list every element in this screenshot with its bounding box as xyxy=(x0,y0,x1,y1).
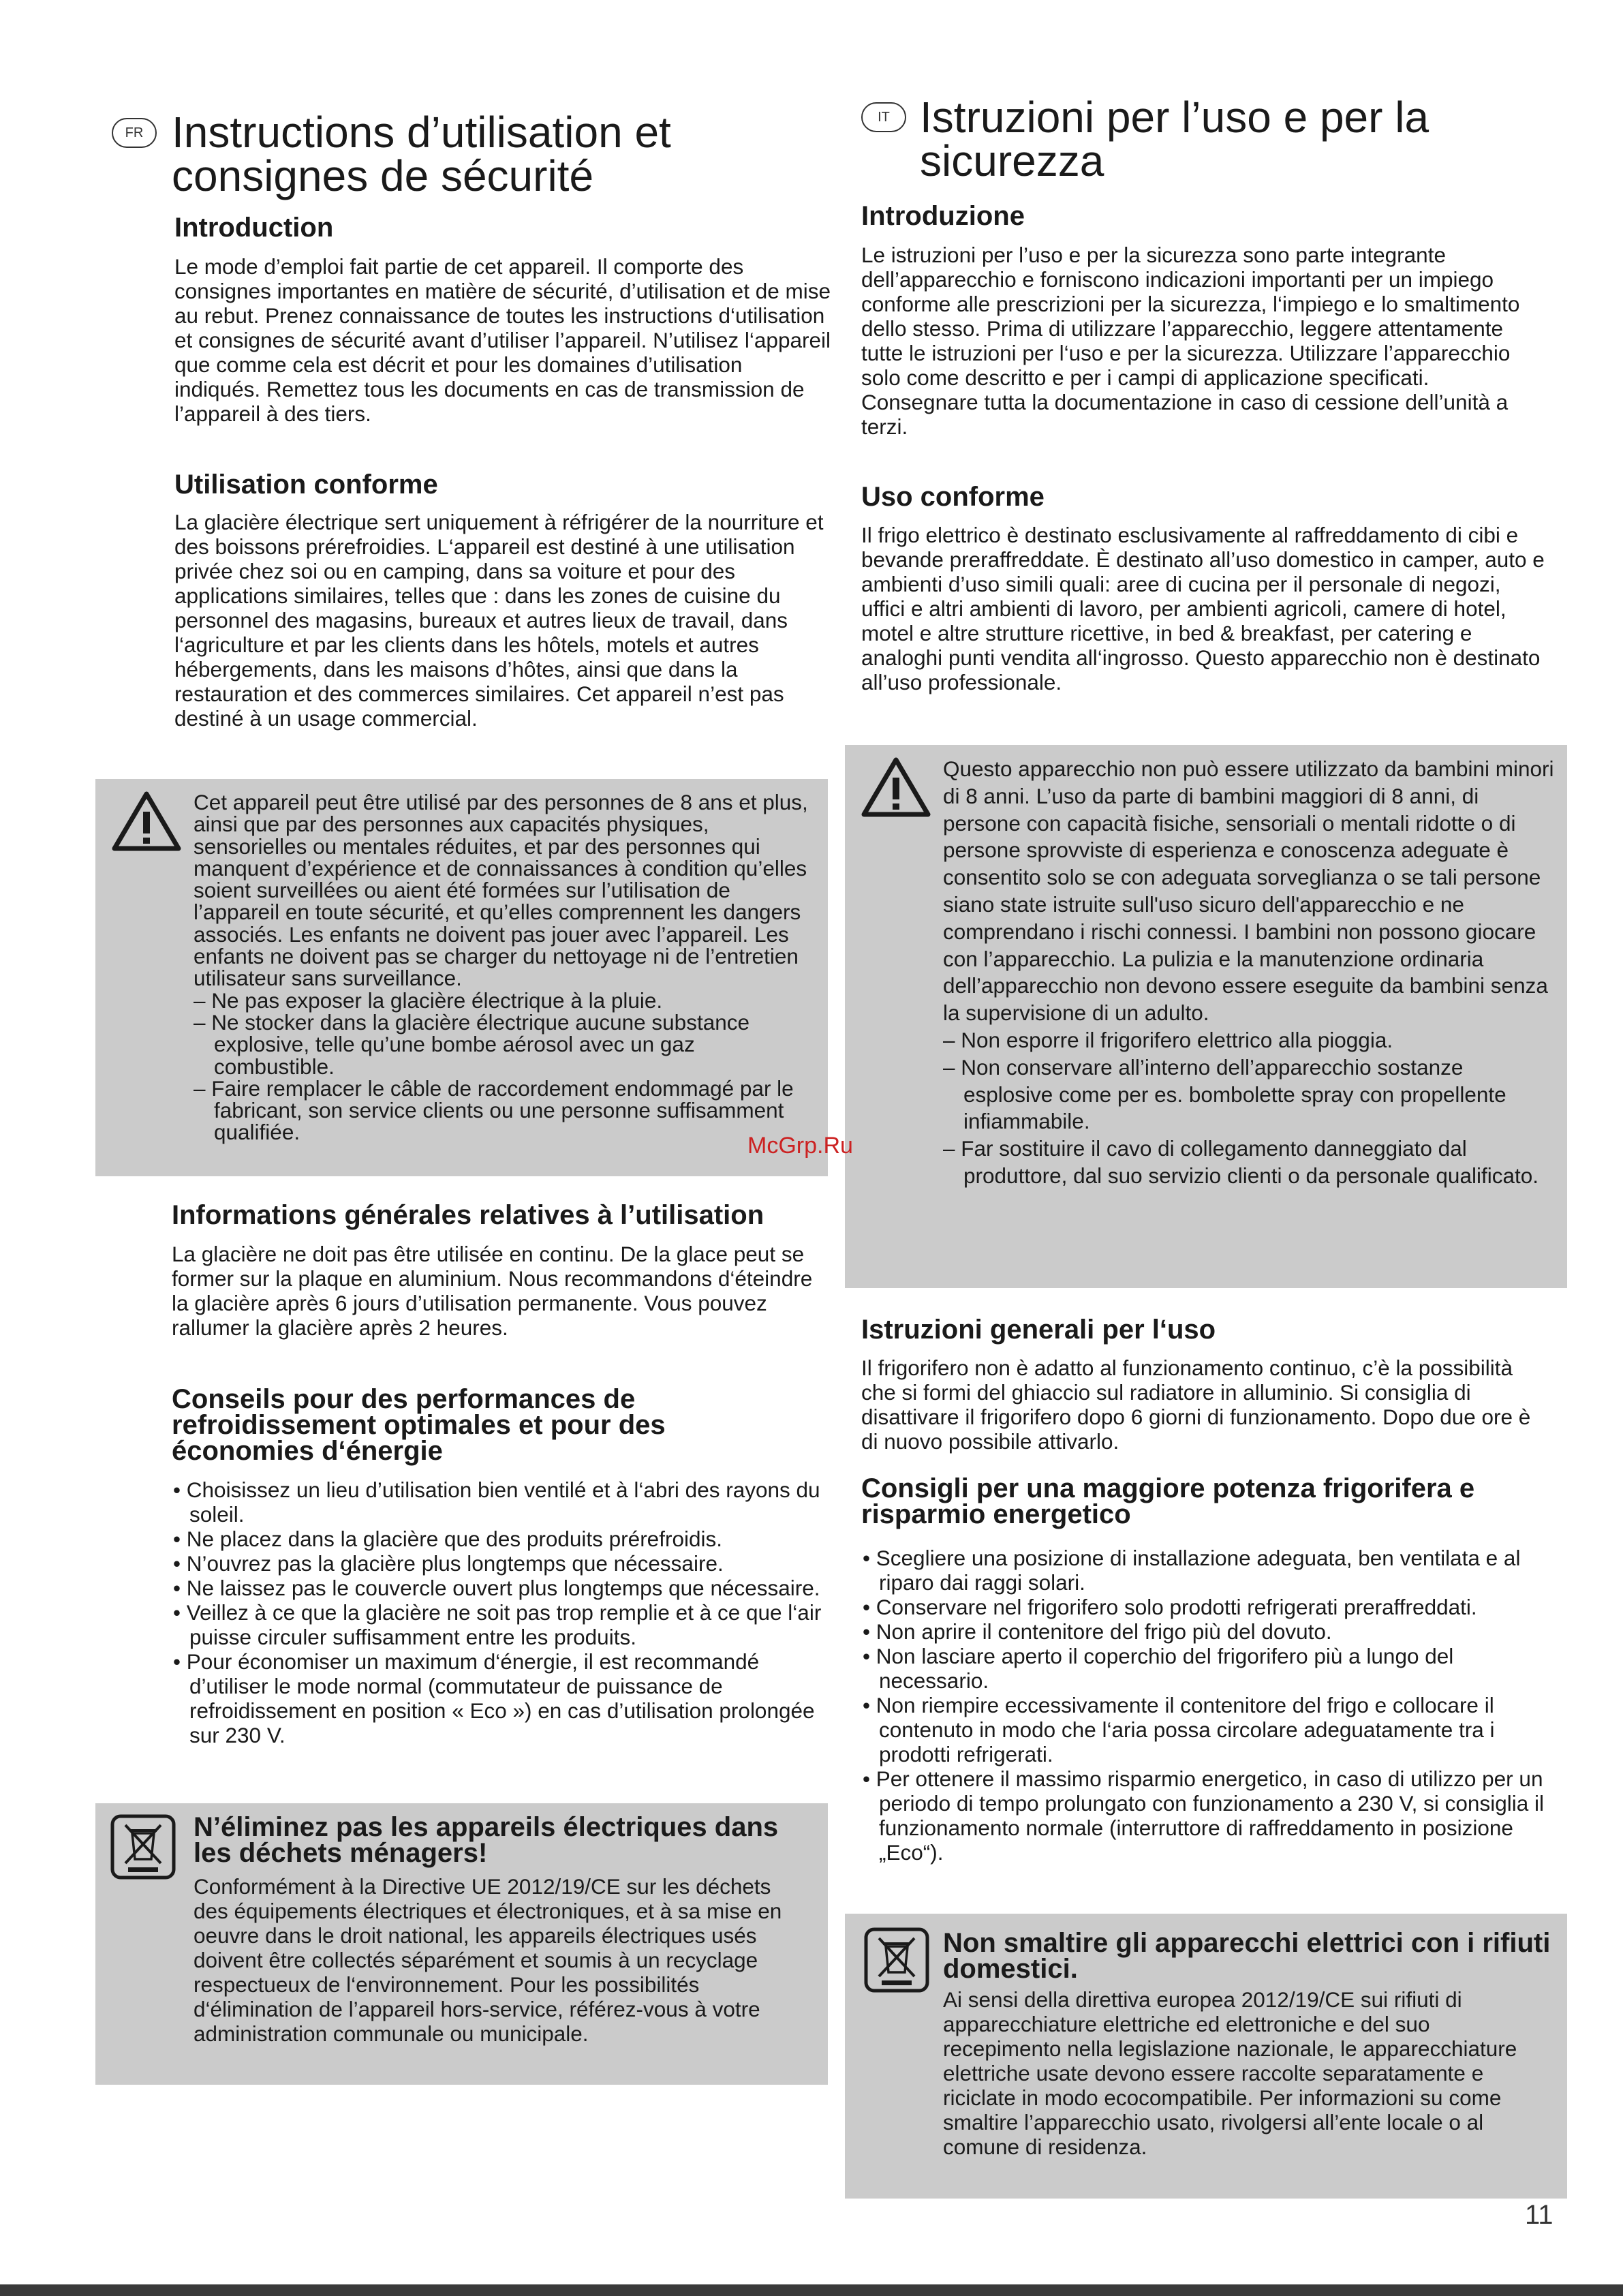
general-heading-it: Istruzioni generali per l‘uso xyxy=(861,1315,1216,1345)
title-line-1: Instructions d’utilisation et xyxy=(172,108,671,157)
general-text-it: Il frigorifero non è adatto al funzionamento continuo, c’è la possibilità che si formi del ghiaccio sul radiatore in alluminio. Si consiglia di disattivare il frigorifero dopo 6 giorni di funzionamento. Dopo due ore è di nuovo possibile attivarlo. xyxy=(861,1356,1531,1454)
disposal-box-fr xyxy=(95,1803,828,2085)
warning-list-it xyxy=(943,1027,1556,1190)
warning-text-it: Questo apparecchio non può essere utilizzato da bambini minori di 8 anni. L’uso da parte di bambini maggiori di 8 anni, di persone con capacità fisiche, sensoriali o mentali ridotte o di persone sprovviste di esperienza e conoscenza adeguate è consentito solo se con adeguata sorveglianza o se tali persone siano state istruite sull'uso sicuro dell'apparecchio e ne comprendano i rischi connessi. I bambini non possono giocare con l’apparecchio. La pulizia e la manutenzione ordinaria dell’apparecchio non devono essere eseguite da bambini senza la supervisione di un adulto. xyxy=(943,756,1554,1026)
warning-item: – Non esporre il frigorifero elettrico alla pioggia. xyxy=(943,1027,1556,1054)
weee-bin-icon xyxy=(864,1927,929,1993)
intro-text-fr: Le mode d’emploi fait partie de cet appareil. Il comporte des consignes importantes en matière de sécurité, d’utilisation et de mise au rebut. Prenez connaissance de toutes les instructions d‘utilisation et consignes de sécurité avant d’utiliser l’appareil. N’utilisez l‘appareil que comme cela est décrit et pour les domaines d’utilisation indiqués. Remettez tous les documents en cas de transmission de l’appareil à des tiers. xyxy=(174,254,831,426)
list-item: • Non aprire il contenitore del frigo più del dovuto. xyxy=(863,1619,1551,1644)
warning-text-fr: Cet appareil peut être utilisé par des personnes de 8 ans et plus, ainsi que par des personnes aux capacités physiques, sensorielles ou mentales réduites, et par des personnes qui manquent d’expérience et de connaissances à condition qu’elles soient surveillées ou aient été formées sur l’utilisation de l’appareil en toute sécurité, et qu’elles comprennent les dangers associés. Les enfants ne doivent pas jouer avec l’appareil. Les enfants ne doivent pas se charger du nettoyage ni de l’entretien utilisateur sans surveillance. xyxy=(194,790,808,991)
tips-list-fr xyxy=(173,1478,834,1747)
list-item: • Non riempire eccessivamente il contenitore del frigo e collocare il contenuto in modo che l‘aria possa circolare adeguatamente tra i prodotti refrigerati. xyxy=(863,1693,1551,1766)
list-item: • Ne laissez pas le couvercle ouvert plus longtemps que nécessaire. xyxy=(173,1576,834,1600)
use-text-it: Il frigo elettrico è destinato esclusivamente al raffreddamento di cibi e bevande preraffreddate. È destinato all’uso domestico in camper, auto e ambienti d’uso simili quali: aree di cucina per il personale di negozi, uffici e altri ambienti di lavoro, per ambienti agricoli, camere di hotel, motel e altre strutture ricettive, in bed & breakfast, per catering e analoghi punti vendita all‘ingrosso. Questo apparecchio non è destinato all’uso professionale. xyxy=(861,523,1545,694)
intro-text-it: Le istruzioni per l’uso e per la sicurezza sono parte integrante dell’apparecchio e forniscono indicazioni importanti per un impiego conforme alle prescrizioni per la sicurezza, l‘impiego e lo smaltimento dello stesso. Prima di utilizzare l’apparecchio, leggere attentamente tutte le istruzioni per l‘uso e per la sicurezza. Utilizzare l’apparecchio solo come descritto e per i campi di applicazione specificati. Consegnare tutta la documentazione in caso di cessione dell’unità a terzi. xyxy=(861,243,1520,439)
warning-item: – Ne pas exposer la glacière électrique à la pluie. xyxy=(194,990,820,1011)
warning-item: – Non conservare all’interno dell’apparecchio sostanze esplosive come per es. bombolette spray con propellente infiammabile. xyxy=(943,1054,1556,1135)
warning-item: – Ne stocker dans la glacière électrique aucune substance explosive, telle qu’une bombe aérosol avec un gaz combustible. xyxy=(194,1011,820,1077)
page-number: 11 xyxy=(1525,2200,1554,2230)
general-text-fr: La glacière ne doit pas être utilisée en continu. De la glace peut se former sur la plaque en aluminium. Nous recommandons d‘éteindre la glacière après 6 jours d’utilisation permanente. Vous pouvez rallumer la glacière après 2 heures. xyxy=(172,1242,813,1340)
warning-icon xyxy=(110,790,183,853)
disposal-text-fr: Conformément à la Directive UE 2012/19/CE sur les déchets des équipements électriques et électroniques, et à sa mise en oeuvre dans le droit national, les appareils électriques usés doivent être collectés séparément et soumis à un recyclage respectueux de l‘environnement. Pour les possibilités d‘élimination de l’appareil hors-service, référez-vous à votre administration communale ou municipale. xyxy=(194,1874,782,2046)
tips-list-it xyxy=(863,1546,1551,1865)
warning-item: – Far sostituire il cavo di collegamento danneggiato dal produttore, dal suo servizio clienti o da personale qualificato. xyxy=(943,1135,1556,1190)
page-title-it xyxy=(920,95,1560,183)
warning-list-fr xyxy=(194,990,820,1144)
list-item: • N’ouvrez pas la glacière plus longtemps que nécessaire. xyxy=(173,1551,834,1576)
list-item: • Choisissez un lieu d’utilisation bien ventilé et à l‘abri des rayons du soleil. xyxy=(173,1478,834,1527)
use-heading-fr: Utilisation conforme xyxy=(174,470,438,500)
warning-content-fr xyxy=(194,791,820,1144)
page-title-fr xyxy=(172,110,812,198)
intro-heading-fr: Introduction xyxy=(174,213,334,243)
tips-heading-fr: Conseils pour des performances de refroidissement optimales et pour des économies d‘énergie xyxy=(172,1384,666,1466)
list-item: • Per ottenere il massimo risparmio energetico, in caso di utilizzo per un periodo di tempo prolungato con funzionamento a 230 V, si consiglia il funzionamento normale (interruttore di raffreddamento in posizione „Eco“). xyxy=(863,1766,1551,1865)
disposal-text-it: Ai sensi della direttiva europea 2012/19/CE sui rifiuti di apparecchiature elettriche ed elettroniche e del suo recepimento nella legislazione nazionale, le apparecchiature elettriche usate devono essere raccolte separatamente e riciclate in modo ecocompatibile. Per informazioni su come smaltire l’apparecchio usato, rivolgersi all’ente locale o al comune di residenza. xyxy=(943,1987,1517,2159)
title-line-2: consignes de sécurité xyxy=(172,151,594,200)
use-text-fr: La glacière électrique sert uniquement à réfrigérer de la nourriture et des boissons prérefroidies. L‘appareil est destiné à une utilisation privée chez soi ou en camping, dans sa voiture et pour des applications similaires, telles que : dans les zones de cuisine du personnel des magasins, bureaux et autres lieux de travail, dans l‘agriculture et par les clients dans les hôtels, motels et autres hébergements, dans les maisons d’hôtes, ainsi que dans la restauration et des commerces similaires. Cet appareil n’est pas destiné à un usage commercial. xyxy=(174,510,824,731)
general-heading-fr: Informations générales relatives à l’utilisation xyxy=(172,1200,764,1230)
watermark: McGrp.Ru xyxy=(747,1133,853,1159)
warning-item: – Faire remplacer le câble de raccordement endommagé par le fabricant, son service clients ou une personne suffisamment qualifiée. xyxy=(194,1077,820,1144)
warning-box-it xyxy=(845,745,1567,1288)
list-item: • Non lasciare aperto il coperchio del frigorifero più a lungo del necessario. xyxy=(863,1644,1551,1693)
warning-icon xyxy=(860,756,932,818)
list-item: • Veillez à ce que la glacière ne soit pas trop remplie et à ce que l‘air puisse circuler suffisamment entre les produits. xyxy=(173,1600,834,1649)
warning-box-fr xyxy=(95,779,828,1176)
disposal-heading-it: Non smaltire gli apparecchi elettrici con i rifiuti domestici. xyxy=(943,1928,1551,1984)
bottom-rule xyxy=(0,2284,1623,2296)
list-item: • Pour économiser un maximum d‘énergie, il est recommandé d’utiliser le mode normal (commutateur de puissance de refroidissement en position « Eco ») en cas d’utilisation prolongée sur 230 V. xyxy=(173,1649,834,1747)
list-item: • Ne placez dans la glacière que des produits prérefroidis. xyxy=(173,1527,834,1551)
weee-bin-icon xyxy=(110,1814,176,1880)
disposal-box-it xyxy=(845,1914,1567,2199)
warning-content-it xyxy=(943,756,1556,1190)
title-line-1: Istruzioni per l’uso e per la xyxy=(920,93,1429,142)
list-item: • Scegliere una posizione di installazione adeguata, ben ventilata e al riparo dai raggi solari. xyxy=(863,1546,1551,1595)
use-heading-it: Uso conforme xyxy=(861,482,1045,512)
language-badge-it: IT xyxy=(861,102,906,132)
intro-heading-it: Introduzione xyxy=(861,201,1025,231)
list-item: • Conservare nel frigorifero solo prodotti refrigerati preraffreddati. xyxy=(863,1595,1551,1619)
tips-heading-it: Consigli per una maggiore potenza frigorifera e risparmio energetico xyxy=(861,1473,1475,1529)
language-badge-fr: FR xyxy=(112,118,157,148)
disposal-heading-fr: N’éliminez pas les appareils électriques dans les déchets ménagers! xyxy=(194,1812,779,1868)
title-line-2: sicurezza xyxy=(920,136,1104,185)
